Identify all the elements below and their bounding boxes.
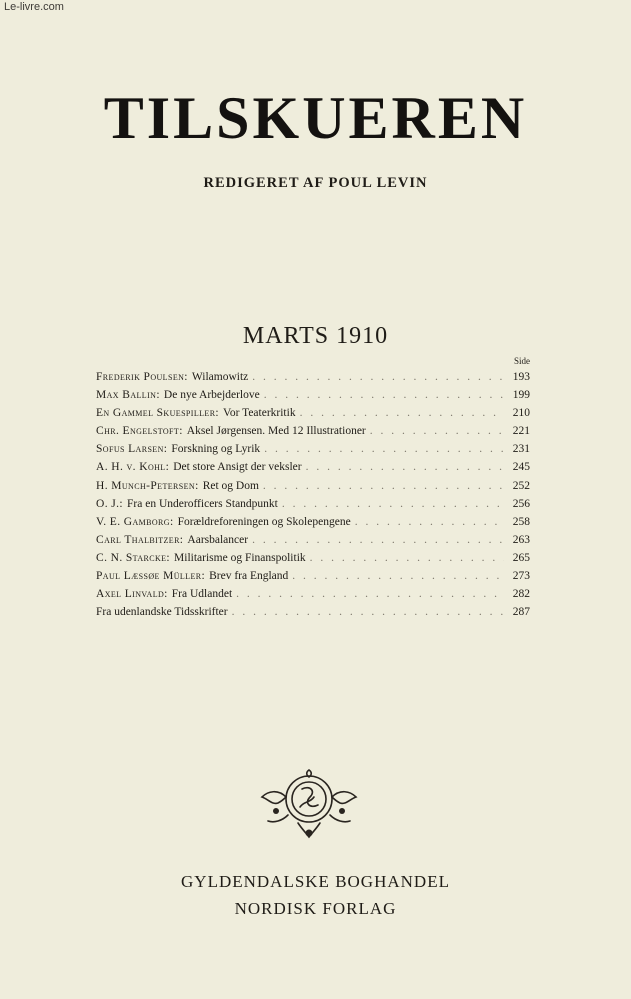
- toc-dot-leader: [252, 368, 504, 386]
- toc-author: En Gammel Skuespiller:: [96, 407, 220, 420]
- toc-entry: [96, 440, 530, 458]
- toc-dot-leader: [252, 531, 504, 549]
- toc-title: Brev fra England: [209, 570, 289, 583]
- toc-page-number: 287: [512, 606, 530, 619]
- toc-title: Militarisme og Finanspolitik: [174, 551, 306, 564]
- toc-author: Chr. Engelstoft:: [96, 425, 183, 438]
- toc-title: Det store Ansigt der veksler: [173, 461, 302, 474]
- toc-entry: [96, 422, 530, 440]
- toc-dot-leader: [300, 404, 504, 422]
- toc-author: Frederik Poulsen:: [96, 371, 188, 383]
- toc-title: Aksel Jørgensen. Med 12 Illustrationer: [186, 425, 366, 438]
- toc-author: Axel Linvald:: [96, 588, 168, 601]
- toc-entry: [96, 549, 530, 567]
- toc-page-number: 252: [512, 479, 530, 492]
- toc-dot-leader: [232, 603, 504, 621]
- toc-title: Vor Teaterkritik: [223, 407, 296, 420]
- toc-entry: [96, 603, 530, 621]
- toc-page-number: 199: [512, 389, 530, 402]
- toc-dot-leader: [236, 585, 504, 603]
- toc-dot-leader: [264, 440, 504, 458]
- toc-page-number: 282: [512, 588, 530, 601]
- editor-line: REDIGERET AF POUL LEVIN: [203, 175, 428, 191]
- toc-page-number: 265: [512, 551, 530, 564]
- toc-author: Paul Læssøe Müller:: [96, 570, 206, 583]
- toc-page-number: 256: [512, 497, 530, 510]
- toc-entry: [96, 531, 530, 549]
- toc-title: Wilamowitz: [191, 371, 249, 383]
- toc-dot-leader: [370, 422, 504, 440]
- toc-author: A. H. v. Kohl:: [96, 461, 170, 474]
- toc-dot-leader: [292, 567, 504, 585]
- toc-dot-leader: [355, 513, 504, 531]
- toc-page-number: 221: [512, 425, 530, 438]
- toc-author: Max Ballin:: [96, 389, 160, 402]
- watermark-text: Le-livre.com: [4, 1, 64, 13]
- toc-title: Forskning og Lyrik: [171, 443, 261, 456]
- publisher-name: GYLDENDALSKE BOGHANDEL: [181, 872, 450, 891]
- toc-page-number: 263: [512, 533, 530, 546]
- toc-dot-leader: [310, 549, 504, 567]
- toc-author: Carl Thalbitzer:: [96, 533, 184, 546]
- toc-page-number: 245: [512, 461, 530, 474]
- toc-author: V. E. Gamborg:: [96, 515, 174, 528]
- toc-author: O. J.:: [96, 497, 124, 510]
- toc-page-number: 210: [512, 407, 530, 420]
- toc-entry: [96, 404, 530, 422]
- toc-entry: [96, 567, 530, 585]
- toc-title: De nye Arbejderlove: [163, 389, 260, 402]
- toc-entry: [96, 477, 530, 495]
- toc-entry: [96, 585, 530, 603]
- toc-author: C. N. Starcke:: [96, 551, 171, 564]
- toc-dot-leader: [263, 477, 504, 495]
- toc-entry: [96, 386, 530, 404]
- publisher-emblem-icon: [258, 767, 360, 841]
- page-column-label: Side: [513, 356, 530, 366]
- toc-page-number: 258: [512, 515, 530, 528]
- toc-dot-leader: [264, 386, 504, 404]
- publisher-imprint: NORDISK FORLAG: [234, 899, 397, 918]
- toc-entry: [96, 513, 530, 531]
- toc-title: Forældreforeningen og Skolepengene: [177, 515, 351, 528]
- toc-title: Fra en Underofficers Standpunkt: [127, 497, 278, 510]
- toc-title: Fra udenlandske Tidsskrifter: [96, 606, 228, 619]
- toc-title: Ret og Dom: [202, 479, 259, 492]
- toc-entry: [96, 368, 530, 386]
- toc-title: Aarsbalancer: [187, 533, 249, 546]
- toc-page-number: 193: [512, 371, 530, 383]
- toc-dot-leader: [282, 495, 504, 513]
- magazine-title: TILSKUEREN: [103, 85, 528, 151]
- toc-dot-leader: [306, 458, 504, 476]
- toc-author: H. Munch-Petersen:: [96, 479, 199, 492]
- toc-page-number: 231: [512, 443, 530, 456]
- toc-entry: [96, 458, 530, 476]
- toc-title: Fra Udlandet: [171, 588, 233, 601]
- table-of-contents: [96, 368, 530, 621]
- issue-date: MARTS 1910: [242, 323, 389, 349]
- toc-author: Sofus Larsen:: [96, 443, 168, 456]
- toc-page-number: 273: [512, 570, 530, 583]
- toc-entry: [96, 495, 530, 513]
